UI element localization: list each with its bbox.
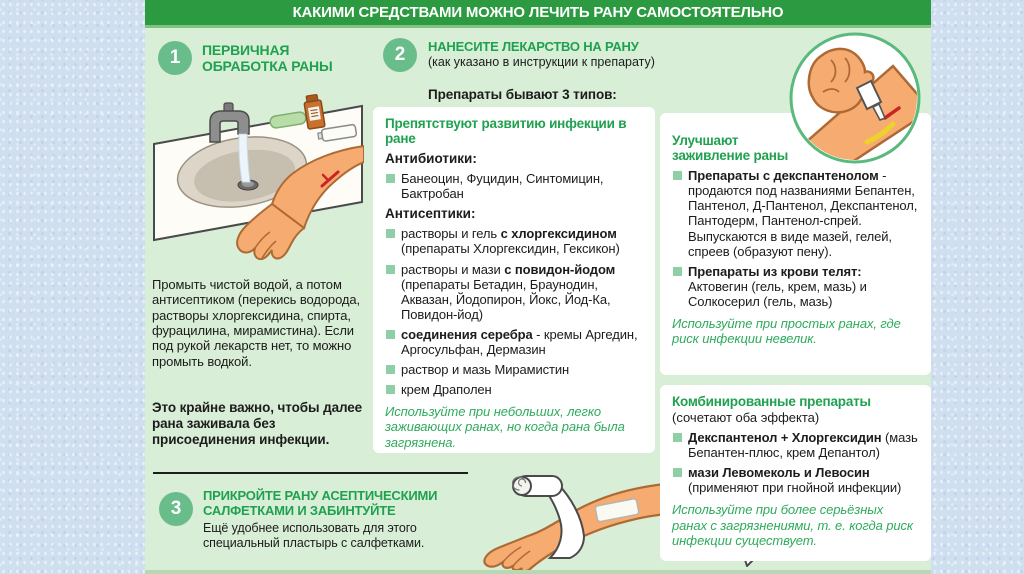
bullet-square-icon [673,433,682,442]
section-divider-line [153,472,468,474]
item-text-segment: Препараты из крови телят: [688,263,862,279]
item-text-segment: растворы и гель [401,226,501,242]
list-item-text [688,465,901,495]
step-2-title-block [428,40,680,69]
list-item [385,382,643,397]
list-item-text [401,262,615,322]
antiseptics-label: Антисептики: [385,206,476,222]
step-1-body-text: Промыть чистой водой, а потом антисептиком (перекись водорода, растворы хлоргексидина, спирта, фурацилина, мирамистина). Если под рукой лекарств нет, то можно промыть водкой. [152,277,361,369]
list-item-text [688,168,917,258]
item-text-segment: с хлоргексидином [500,226,617,242]
list-item [672,168,919,258]
step-2-title: НАНЕСИТЕ ЛЕКАРСТВО НА РАНУ [428,39,639,54]
card-infection-usage-note: Используйте при небольших, легко заживающих ранах, но когда рана была загрязнена. [385,404,625,450]
list-item-text [401,362,569,377]
list-item [385,262,643,322]
bullet-square-icon [386,365,395,374]
step-3-title: ПРИКРОЙТЕ РАНУ АСЕПТИЧЕСКИМИ САЛФЕТКАМИ И ЗАБИНТУЙТЕ [203,488,438,518]
card-combined-subheader: (сочетают оба эффекта) [672,410,820,426]
list-item [385,171,643,201]
step-1-emphasis-text: Это крайне важно, чтобы далее рана заживала без присоединения инфекции. [152,400,363,447]
item-text-segment: Препараты с декспантенолом [688,168,879,184]
list-item [385,226,643,256]
item-text-segment: растворы и мази [401,261,505,277]
bullet-square-icon [386,265,395,274]
list-item [672,465,919,495]
card-healing-usage-note: Используйте при простых ранах, где риск инфекции невелик. [672,315,901,347]
slide-title: КАКИМИ СРЕДСТВАМИ МОЖНО ЛЕЧИТЬ РАНУ САМОСТОЯТЕЛЬНО [292,4,784,21]
step-1-title: ПЕРВИЧНАЯ ОБРАБОТКА РАНЫ [202,42,333,74]
card-combined-usage-note: Используйте при более серьёзных ранах с загрязнениями, т. е. когда риск инфекции существует. [672,502,913,549]
item-text-segment: - кремы Аргедин, Аргосульфан, Дермазин [401,326,638,357]
bandage-roll [513,476,562,496]
list-item [385,327,643,357]
step-2-number: 2 [394,44,406,65]
bullet-square-icon [386,229,395,238]
bullet-square-icon [673,468,682,477]
list-item [385,362,643,377]
item-text-segment: Банеоцин, Фуцидин, Синтомицин, Бактробан [401,171,604,202]
list-item-text [401,226,620,256]
step-3-number: 3 [170,498,182,519]
bandage-illustration [458,474,666,572]
step-3-number-badge [159,492,193,526]
bullet-square-icon [386,174,395,183]
list-item-text [401,171,603,201]
item-text-segment: (применяют при гнойной инфекции) [688,480,902,496]
antibiotics-label: Антибиотики: [385,151,477,167]
bullet-square-icon [673,171,682,180]
ointment-application-illustration [787,30,923,166]
step-1-number-badge [158,41,192,75]
item-text-segment: (препараты Бетадин, Браунодин, Аквазан, Йодопирон, Йокс, Йод-Ка, Повидон-йод) [401,276,611,322]
item-text-segment: (мазь Бепантен-плюс, крем Депантол) [688,430,918,461]
item-text-segment: мази Левомеколь и Левосин [688,465,870,481]
card-combined-header: Комбинированные препараты [672,394,871,409]
list-item-text [688,430,918,460]
card-infection-prevention [373,107,655,453]
slide-title-banner [145,0,931,28]
list-item-text [688,264,867,309]
card-combined [660,385,931,561]
sink-washing-illustration [152,92,364,275]
bullet-square-icon [673,267,682,276]
item-text-segment: Декспантенол + Хлоргексидин [688,430,882,446]
bullet-square-icon [386,330,395,339]
item-text-segment: крем Драполен [401,382,492,398]
step-2-number-badge [383,38,417,72]
item-text-segment: - продаются под названиями Бепантен, Пантенол, Д-Пантенол, Декспантенол, Пантодерм, Пантенол-спрей. Выпускаются в виде мазей, гелей, спреев (образуют пену). [688,168,918,259]
step-2-subtitle: (как указано в инструкции к препарату) [428,54,655,69]
list-item [672,264,919,309]
bullet-square-icon [386,385,395,394]
item-text-segment: раствор и мазь Мирамистин [401,362,570,377]
list-item-text [401,382,492,397]
step-3-body-text: Ещё удобнее использовать для этого специальный пластырь с салфетками. [203,521,425,550]
step-1-number: 1 [169,47,181,68]
card-healing-header: Улучшают заживление раны [672,133,789,164]
drug-types-label: Препараты бывают 3 типов: [428,87,617,102]
list-item-text [401,327,637,357]
card-infection-header: Препятствуют развитию инфекции в ране [385,116,627,147]
item-text-segment: соединения серебра [401,326,533,342]
panel-bottom-edge [145,570,931,574]
item-text-segment: с повидон-йодом [504,261,616,277]
infographic-slide [145,0,931,574]
list-item [672,430,919,460]
item-text-segment: (препараты Хлоргексидин, Гексикон) [401,241,620,257]
item-text-segment: Актовегин (гель, крем, мазь) и Солкосерил (гель, мазь) [688,278,867,309]
